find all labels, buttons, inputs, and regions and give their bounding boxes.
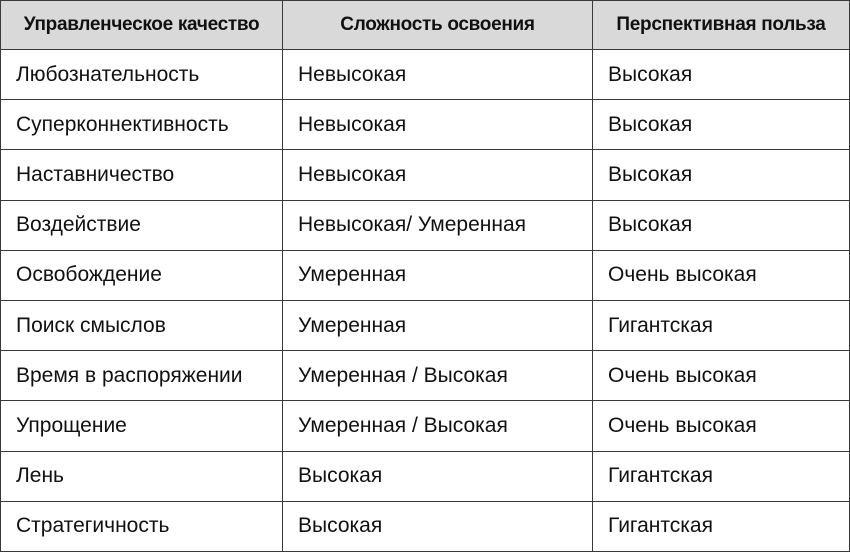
table-row	[1, 100, 850, 150]
quality-cell: Поиск смыслов	[1, 300, 283, 350]
header-difficulty: Сложность освоения	[283, 1, 593, 50]
difficulty-cell: Умеренная / Высокая	[283, 401, 593, 451]
quality-cell: Упрощение	[1, 401, 283, 451]
difficulty-cell: Невысокая/ Умеренная	[283, 200, 593, 250]
quality-cell: Время в распоряжении	[1, 351, 283, 401]
difficulty-cell: Умеренная	[283, 300, 593, 350]
table-row	[1, 501, 850, 551]
quality-cell: Суперконнективность	[1, 100, 283, 150]
difficulty-cell: Высокая	[283, 451, 593, 501]
difficulty-cell: Невысокая	[283, 50, 593, 100]
table-row	[1, 50, 850, 100]
benefit-cell: Очень высокая	[593, 401, 850, 451]
table-row	[1, 401, 850, 451]
benefit-cell: Очень высокая	[593, 351, 850, 401]
benefit-cell: Высокая	[593, 150, 850, 200]
benefit-cell: Гигантская	[593, 300, 850, 350]
table-row	[1, 451, 850, 501]
table-row	[1, 351, 850, 401]
table-row	[1, 250, 850, 300]
difficulty-cell: Умеренная / Высокая	[283, 351, 593, 401]
table-row	[1, 300, 850, 350]
benefit-cell: Высокая	[593, 100, 850, 150]
difficulty-cell: Невысокая	[283, 100, 593, 150]
header-benefit: Перспективная польза	[593, 1, 850, 50]
difficulty-cell: Высокая	[283, 501, 593, 551]
quality-cell: Воздействие	[1, 200, 283, 250]
benefit-cell: Высокая	[593, 50, 850, 100]
benefit-cell: Высокая	[593, 200, 850, 250]
quality-cell: Стратегичность	[1, 501, 283, 551]
benefit-cell: Гигантская	[593, 451, 850, 501]
header-row	[1, 1, 850, 50]
header-quality: Управленческое качество	[1, 1, 283, 50]
quality-cell: Наставничество	[1, 150, 283, 200]
quality-cell: Лень	[1, 451, 283, 501]
difficulty-cell: Невысокая	[283, 150, 593, 200]
quality-cell: Любознательность	[1, 50, 283, 100]
table-row	[1, 200, 850, 250]
table-row	[1, 150, 850, 200]
benefit-cell: Очень высокая	[593, 250, 850, 300]
benefit-cell: Гигантская	[593, 501, 850, 551]
quality-cell: Освобождение	[1, 250, 283, 300]
difficulty-cell: Умеренная	[283, 250, 593, 300]
